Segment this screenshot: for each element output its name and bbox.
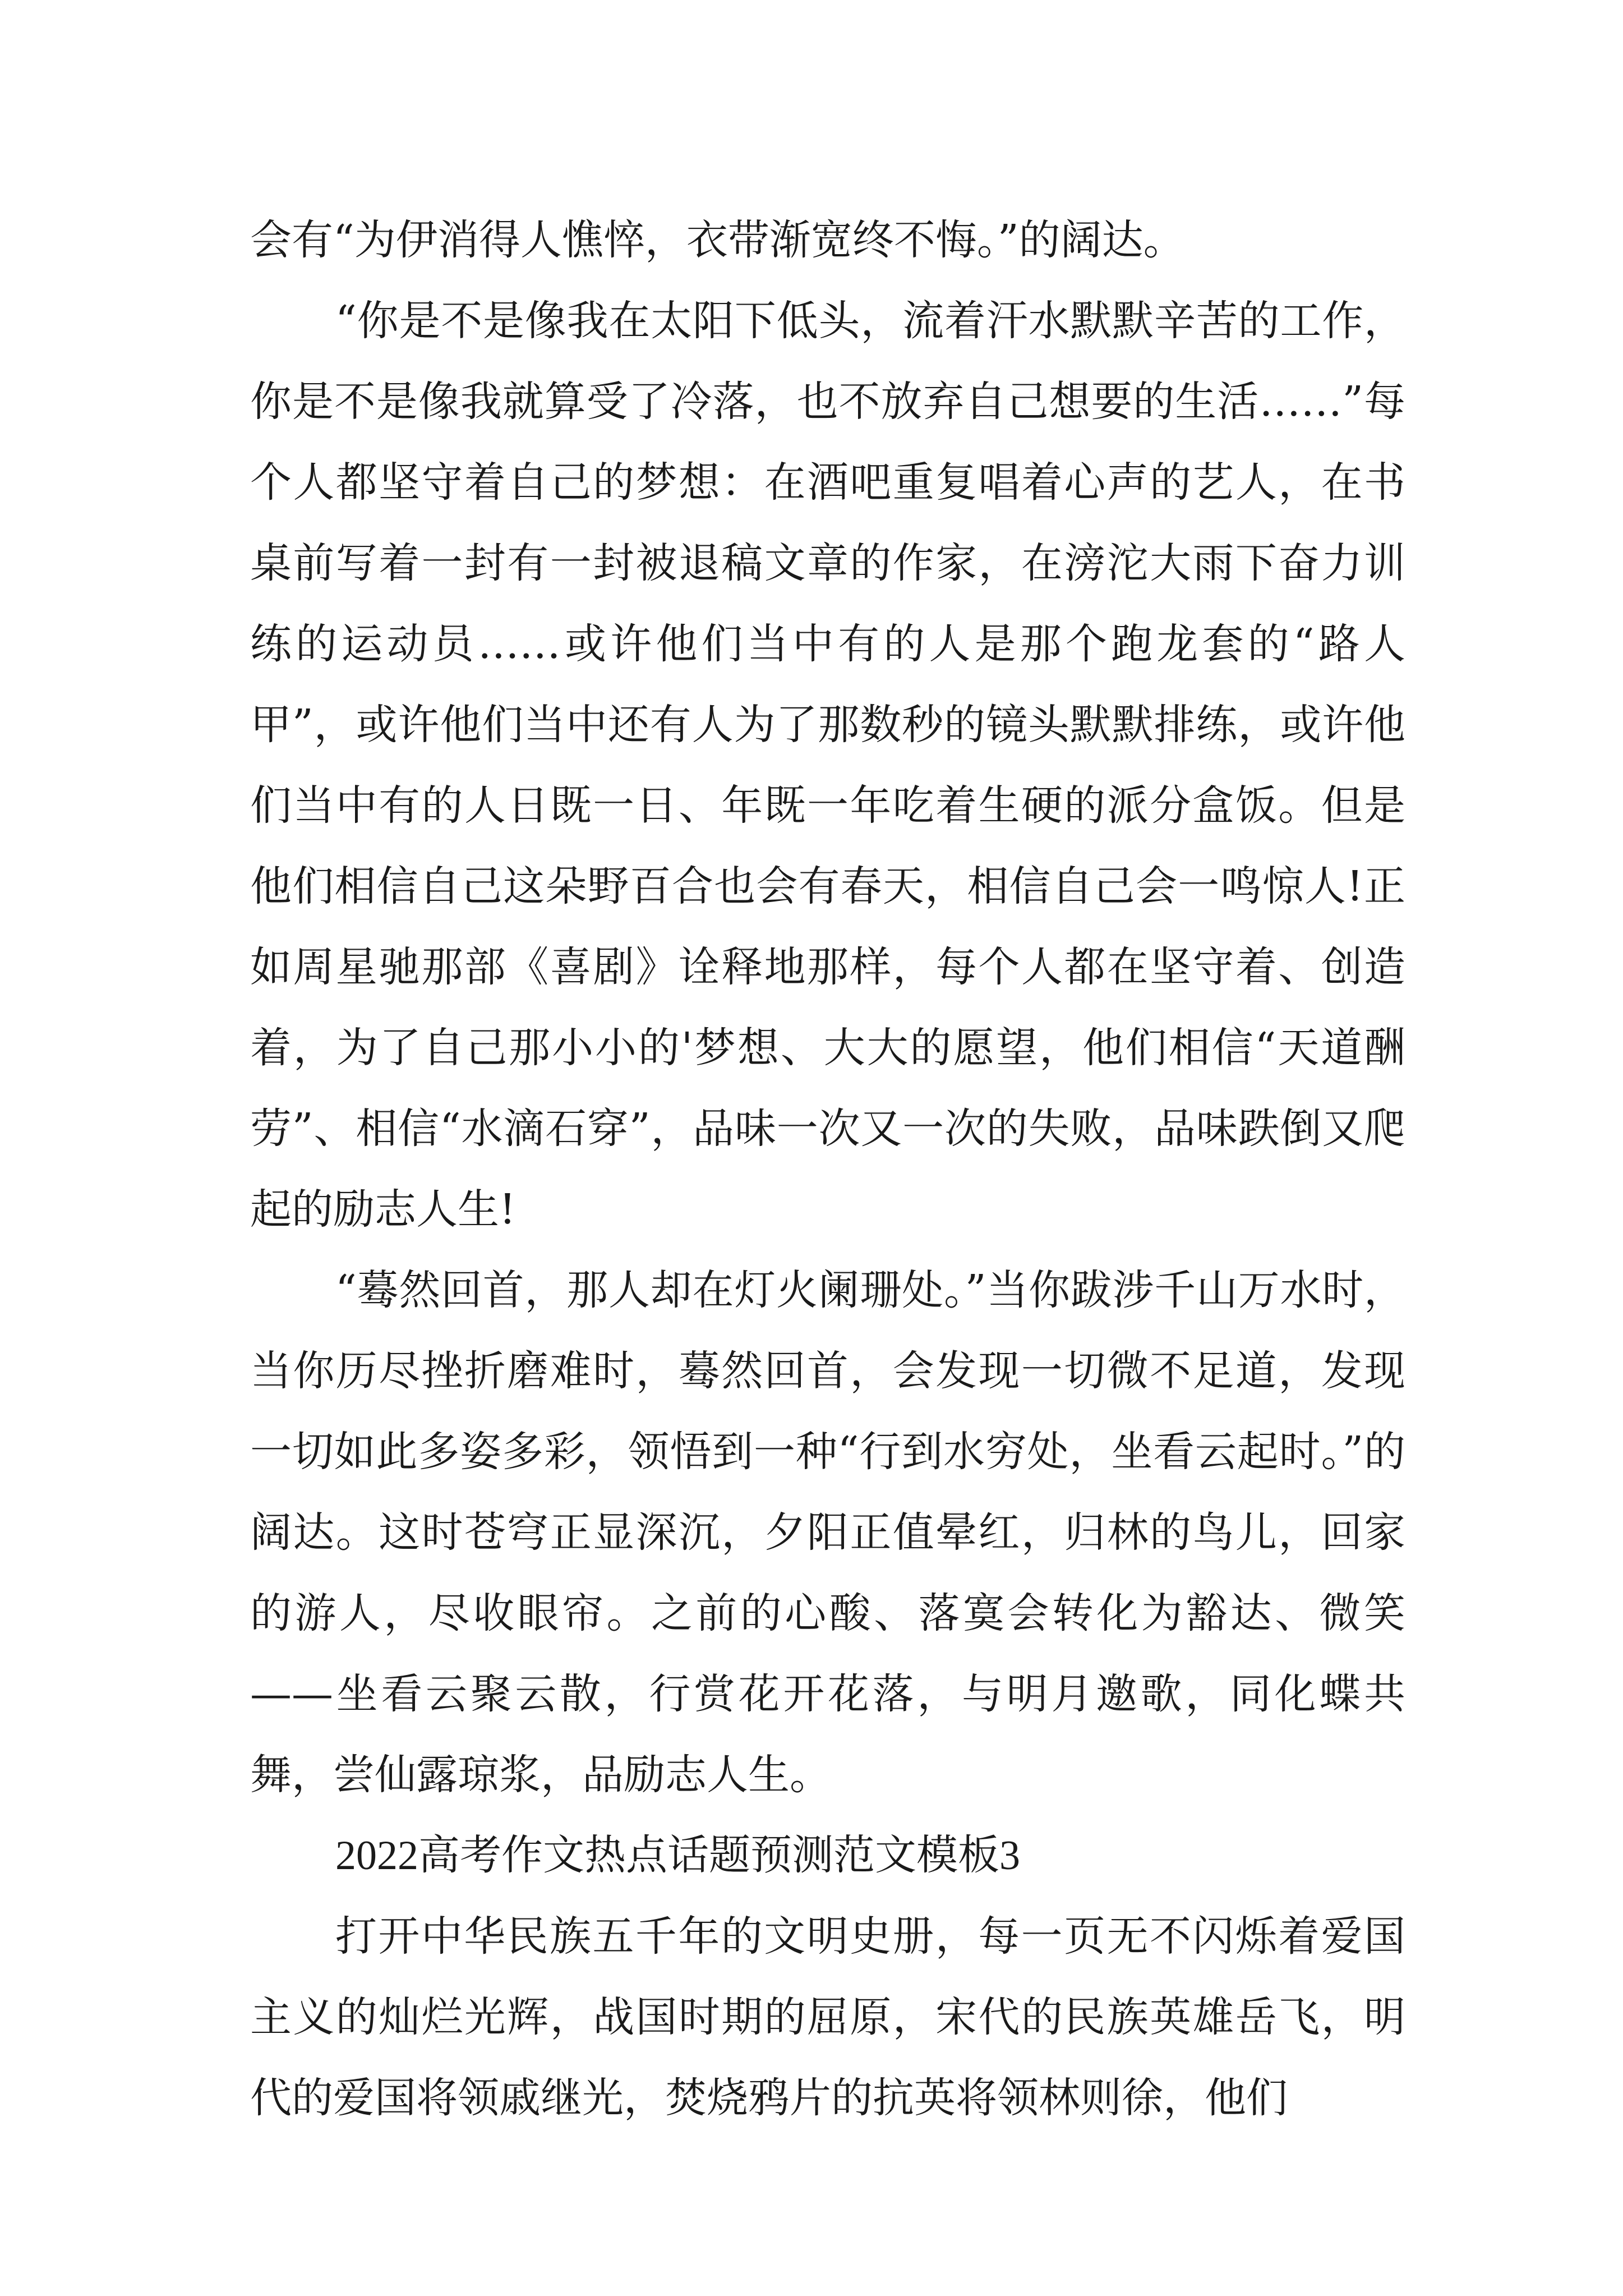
essay-heading: 2022高考作文热点话题预测范文模板3 xyxy=(335,1833,1020,1879)
paragraph-patriotism: 打开中华民族五千年的文明史册，每一页无不闪烁着爱国主义的灿烂光辉，战国时期的屈原，宋代的民族英雄岳飞，明代的爱国将领戚继光，焚烧鸦片的抗英将领林则徐，他们 xyxy=(250,1912,1405,2122)
document-body xyxy=(250,200,1405,2138)
paragraph-continuation: 会有“为伊消得人憔悴，衣带渐宽终不悔。”的阔达。 xyxy=(250,216,1185,264)
paragraph-lily-dream: “你是不是像我在太阳下低头，流着汗水默默辛苦的工作，你是不是像我就算受了冷落，也不放弃自己想要的生活……”每个人都坚守着自己的梦想：在酒吧重复唱着心声的艺人，在书桌前写着一封有一封被退稿文章的作家，在滂沱大雨下奋力训练的运动员……或许他们当中有的人是那个跑龙套的“路人甲”，或许他们当中还有人为了那数秒的镜头默默排练，或许他们当中有的人日既一日、年既一年吃着生硬的派分盒饭。但是他们相信自己这朵野百合也会有春天，相信自己会一鸣惊人!正如周星驰那部《喜剧》诠释地那样，每个人都在坚守着、创造着，为了自己那小小的'梦想、大大的愿望，他们相信“天道酬劳”、相信“水滴石穿”，品味一次又一次的失败，品味跌倒又爬起的励志人生! xyxy=(250,297,1405,1234)
paragraph-looking-back: “蓦然回首，那人却在灯火阑珊处。”当你跋涉千山万水时，当你历尽挫折磨难时，蓦然回首，会发现一切微不足道，发现一切如此多姿多彩，领悟到一种“行到水穷处，坐看云起时。”的阔达。这时苍穹正显深沉，夕阳正值晕红，归林的鸟儿，回家的游人，尽收眼帘。之前的心酸、落寞会转化为豁达、微笑——坐看云聚云散，行赏花开花落，与明月邀歌，同化蝶共舞，尝仙露琼浆，品励志人生。 xyxy=(250,1266,1405,1799)
